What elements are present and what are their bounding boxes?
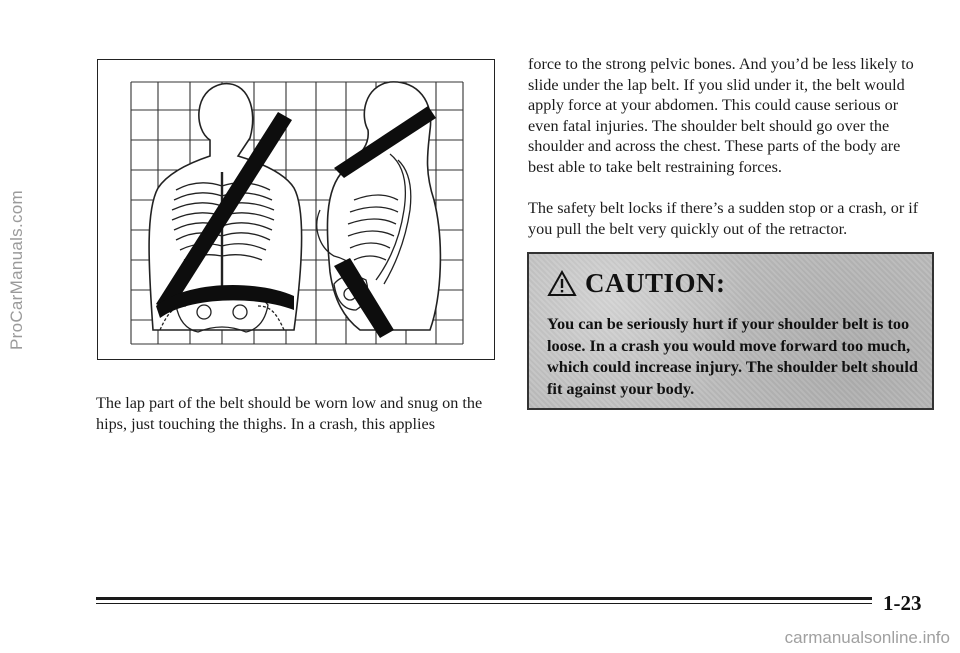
- front-figure: [149, 84, 301, 332]
- body-paragraph-lap-belt: The lap part of the belt should be worn low and snug on the hips, just touching the thighs. In a crash, this applies: [96, 394, 483, 433]
- bottom-watermark: carmanualsonline.info: [784, 628, 950, 647]
- body-paragraph-pelvic-force: force to the strong pelvic bones. And you’d be less likely to slide under the lap belt. If you slid under it, the belt would apply force at your abdomen. This could cause serious or even fatal injuries. The shoulder belt should go over the shoulder and across the chest. These parts of the body are best able to take belt restraining forces.: [528, 55, 914, 176]
- caution-title: CAUTION:: [585, 268, 726, 298]
- caution-body: You can be seriously hurt if your shoulder belt is too loose. In a crash you would move forward too much, which could increase injury. The shoulder belt should fit against your body.: [547, 314, 918, 398]
- side-watermark-text: ProCarManuals.com: [7, 189, 27, 351]
- seat-belt-illustration: [97, 59, 495, 360]
- body-paragraph-belt-locks: The safety belt locks if there’s a sudden stop or a crash, or if you pull the belt very quickly out of the retractor.: [528, 199, 919, 238]
- caution-header: [547, 268, 726, 299]
- footer-rule-thick: [96, 597, 872, 600]
- page-number: 1-23: [883, 591, 922, 615]
- caution-box: [527, 252, 934, 410]
- side-watermark: [2, 70, 32, 470]
- seat-belt-skeleton-illustration: [98, 60, 496, 361]
- side-figure: [317, 82, 441, 338]
- warning-triangle-icon: [547, 270, 577, 297]
- footer-rule-thin: [96, 603, 872, 604]
